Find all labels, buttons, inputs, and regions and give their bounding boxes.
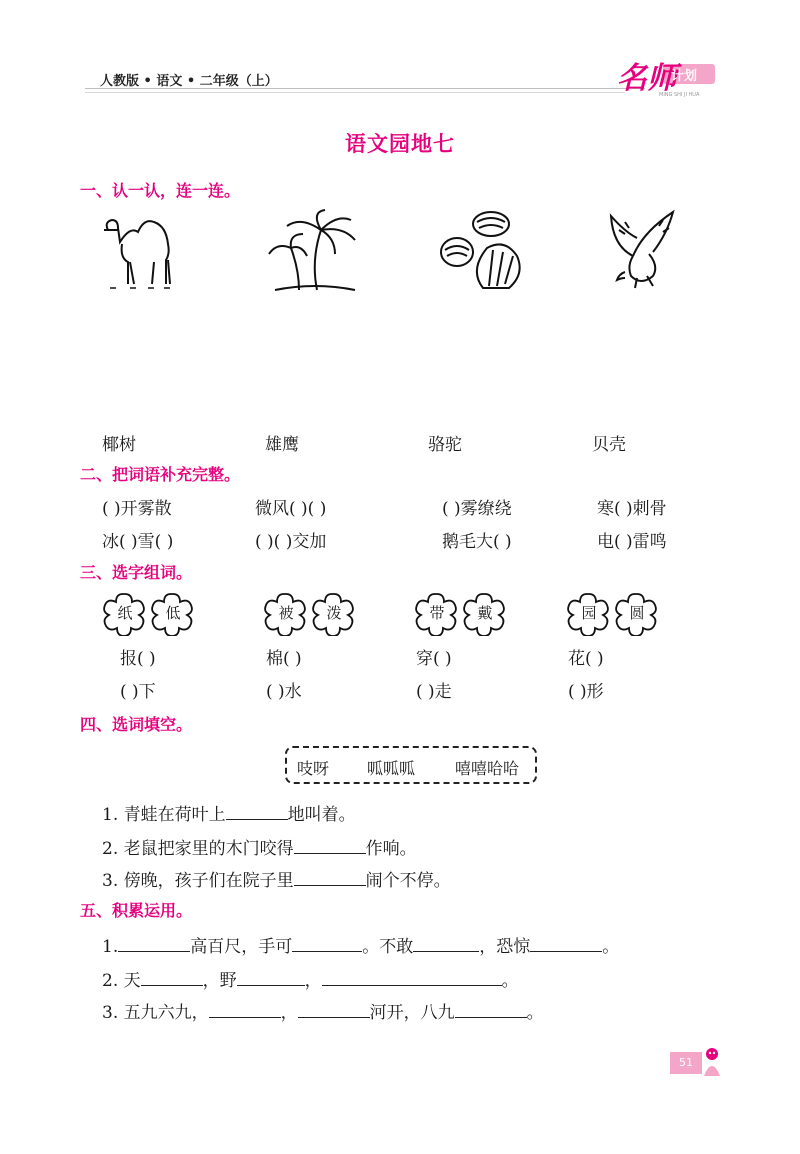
idiom-fill-1: ( )开雾散 (102, 499, 172, 519)
answer-blank[interactable] (413, 934, 479, 952)
fill-sentence-1: 1. 青蛙在荷叶上 地叫着。 (102, 800, 356, 825)
section5-heading: 五、积累运用。 (80, 901, 193, 920)
char-option-flower (102, 590, 148, 636)
edition-label: 人教版 • 语文 • 二年级（上） (100, 74, 278, 89)
answer-blank[interactable] (209, 1000, 281, 1018)
header-divider (85, 88, 645, 89)
brand-main: 名师 (617, 61, 677, 96)
idiom-fill-3: ( )雾缭绕 (442, 499, 512, 519)
match-word-eagle: 雄鹰 (265, 435, 299, 455)
word-blank: 穿( ) (416, 649, 452, 669)
word-blank: ( )水 (266, 682, 302, 702)
brand-sub: 计划 (671, 69, 698, 84)
answer-blank[interactable] (298, 1000, 370, 1018)
idiom-fill-7: 鹅毛大( ) (442, 532, 512, 552)
char-option: 园 (581, 604, 597, 622)
word-option: 嘻嘻哈哈 (455, 759, 520, 778)
char-option-flower (414, 590, 460, 636)
char-option: 泼 (326, 604, 342, 622)
char-option-flower (311, 590, 357, 636)
word-blank: 棉( ) (266, 649, 302, 669)
idiom-fill-4: 寒( )刺骨 (597, 499, 667, 519)
match-word-camel: 骆驼 (428, 435, 462, 455)
answer-blank[interactable] (292, 934, 362, 952)
section1-heading: 一、认一认，连一连。 (80, 181, 241, 200)
brand-pinyin: MING SHI JI HUA (659, 92, 700, 98)
header-divider-thin (85, 92, 625, 93)
section4-heading: 四、选词填空。 (80, 715, 193, 734)
answer-blank[interactable] (322, 968, 502, 986)
idiom-fill-6: ( )( )交加 (255, 532, 327, 552)
answer-blank[interactable] (226, 802, 288, 820)
char-option: 戴 (477, 604, 493, 622)
answer-blank[interactable] (118, 934, 190, 952)
section2-heading: 二、把词语补充完整。 (80, 465, 241, 484)
brand-logo (615, 50, 725, 102)
word-options-box (285, 746, 537, 784)
char-option: 圆 (629, 604, 645, 622)
camel-icon (100, 208, 185, 293)
poem-line-2: 2. 天 ，野 ， 。 (102, 966, 519, 991)
idiom-fill-5: 冰( )雪( ) (102, 532, 174, 552)
idiom-fill-2: 微风( )( ) (255, 499, 327, 519)
char-option-flower (263, 590, 309, 636)
answer-blank[interactable] (530, 934, 602, 952)
char-option: 纸 (117, 604, 133, 622)
word-option: 吱呀 (297, 759, 330, 778)
poem-line-3: 3. 五九六九， ， 河开，八九 。 (102, 998, 544, 1023)
char-option: 被 (278, 604, 294, 622)
shells-icon (437, 206, 525, 292)
answer-blank[interactable] (294, 836, 366, 854)
mascot-icon (700, 1046, 724, 1078)
word-blank: ( )下 (120, 682, 156, 702)
char-option: 低 (165, 604, 181, 622)
word-option: 呱呱呱 (367, 759, 416, 778)
char-option-flower (150, 590, 196, 636)
eagle-icon (603, 206, 693, 296)
answer-blank[interactable] (455, 1000, 527, 1018)
char-option-flower (614, 590, 660, 636)
char-option-flower (462, 590, 508, 636)
page-title: 语文园地七 (345, 132, 455, 156)
page-number: 51 (670, 1052, 702, 1074)
char-option-flower (566, 590, 612, 636)
palm-trees-icon (265, 208, 360, 293)
fill-sentence-2: 2. 老鼠把家里的木门咬得 作响。 (102, 834, 417, 859)
idiom-fill-8: 电( )雷鸣 (597, 532, 667, 552)
answer-blank[interactable] (141, 968, 203, 986)
match-word-coconut-tree: 椰树 (102, 435, 136, 455)
word-blank: ( )形 (568, 682, 604, 702)
answer-blank[interactable] (237, 968, 305, 986)
char-option: 带 (429, 604, 445, 622)
word-blank: 报( ) (120, 649, 156, 669)
fill-sentence-3: 3. 傍晚，孩子们在院子里 闹个不停。 (102, 866, 451, 891)
word-blank: ( )走 (416, 682, 452, 702)
section3-heading: 三、选字组词。 (80, 563, 193, 582)
word-blank: 花( ) (568, 649, 604, 669)
answer-blank[interactable] (294, 868, 366, 886)
poem-line-1: 1. 高百尺，手可 。不敢 ，恐惊 。 (102, 932, 619, 957)
match-word-shell: 贝壳 (592, 435, 626, 455)
